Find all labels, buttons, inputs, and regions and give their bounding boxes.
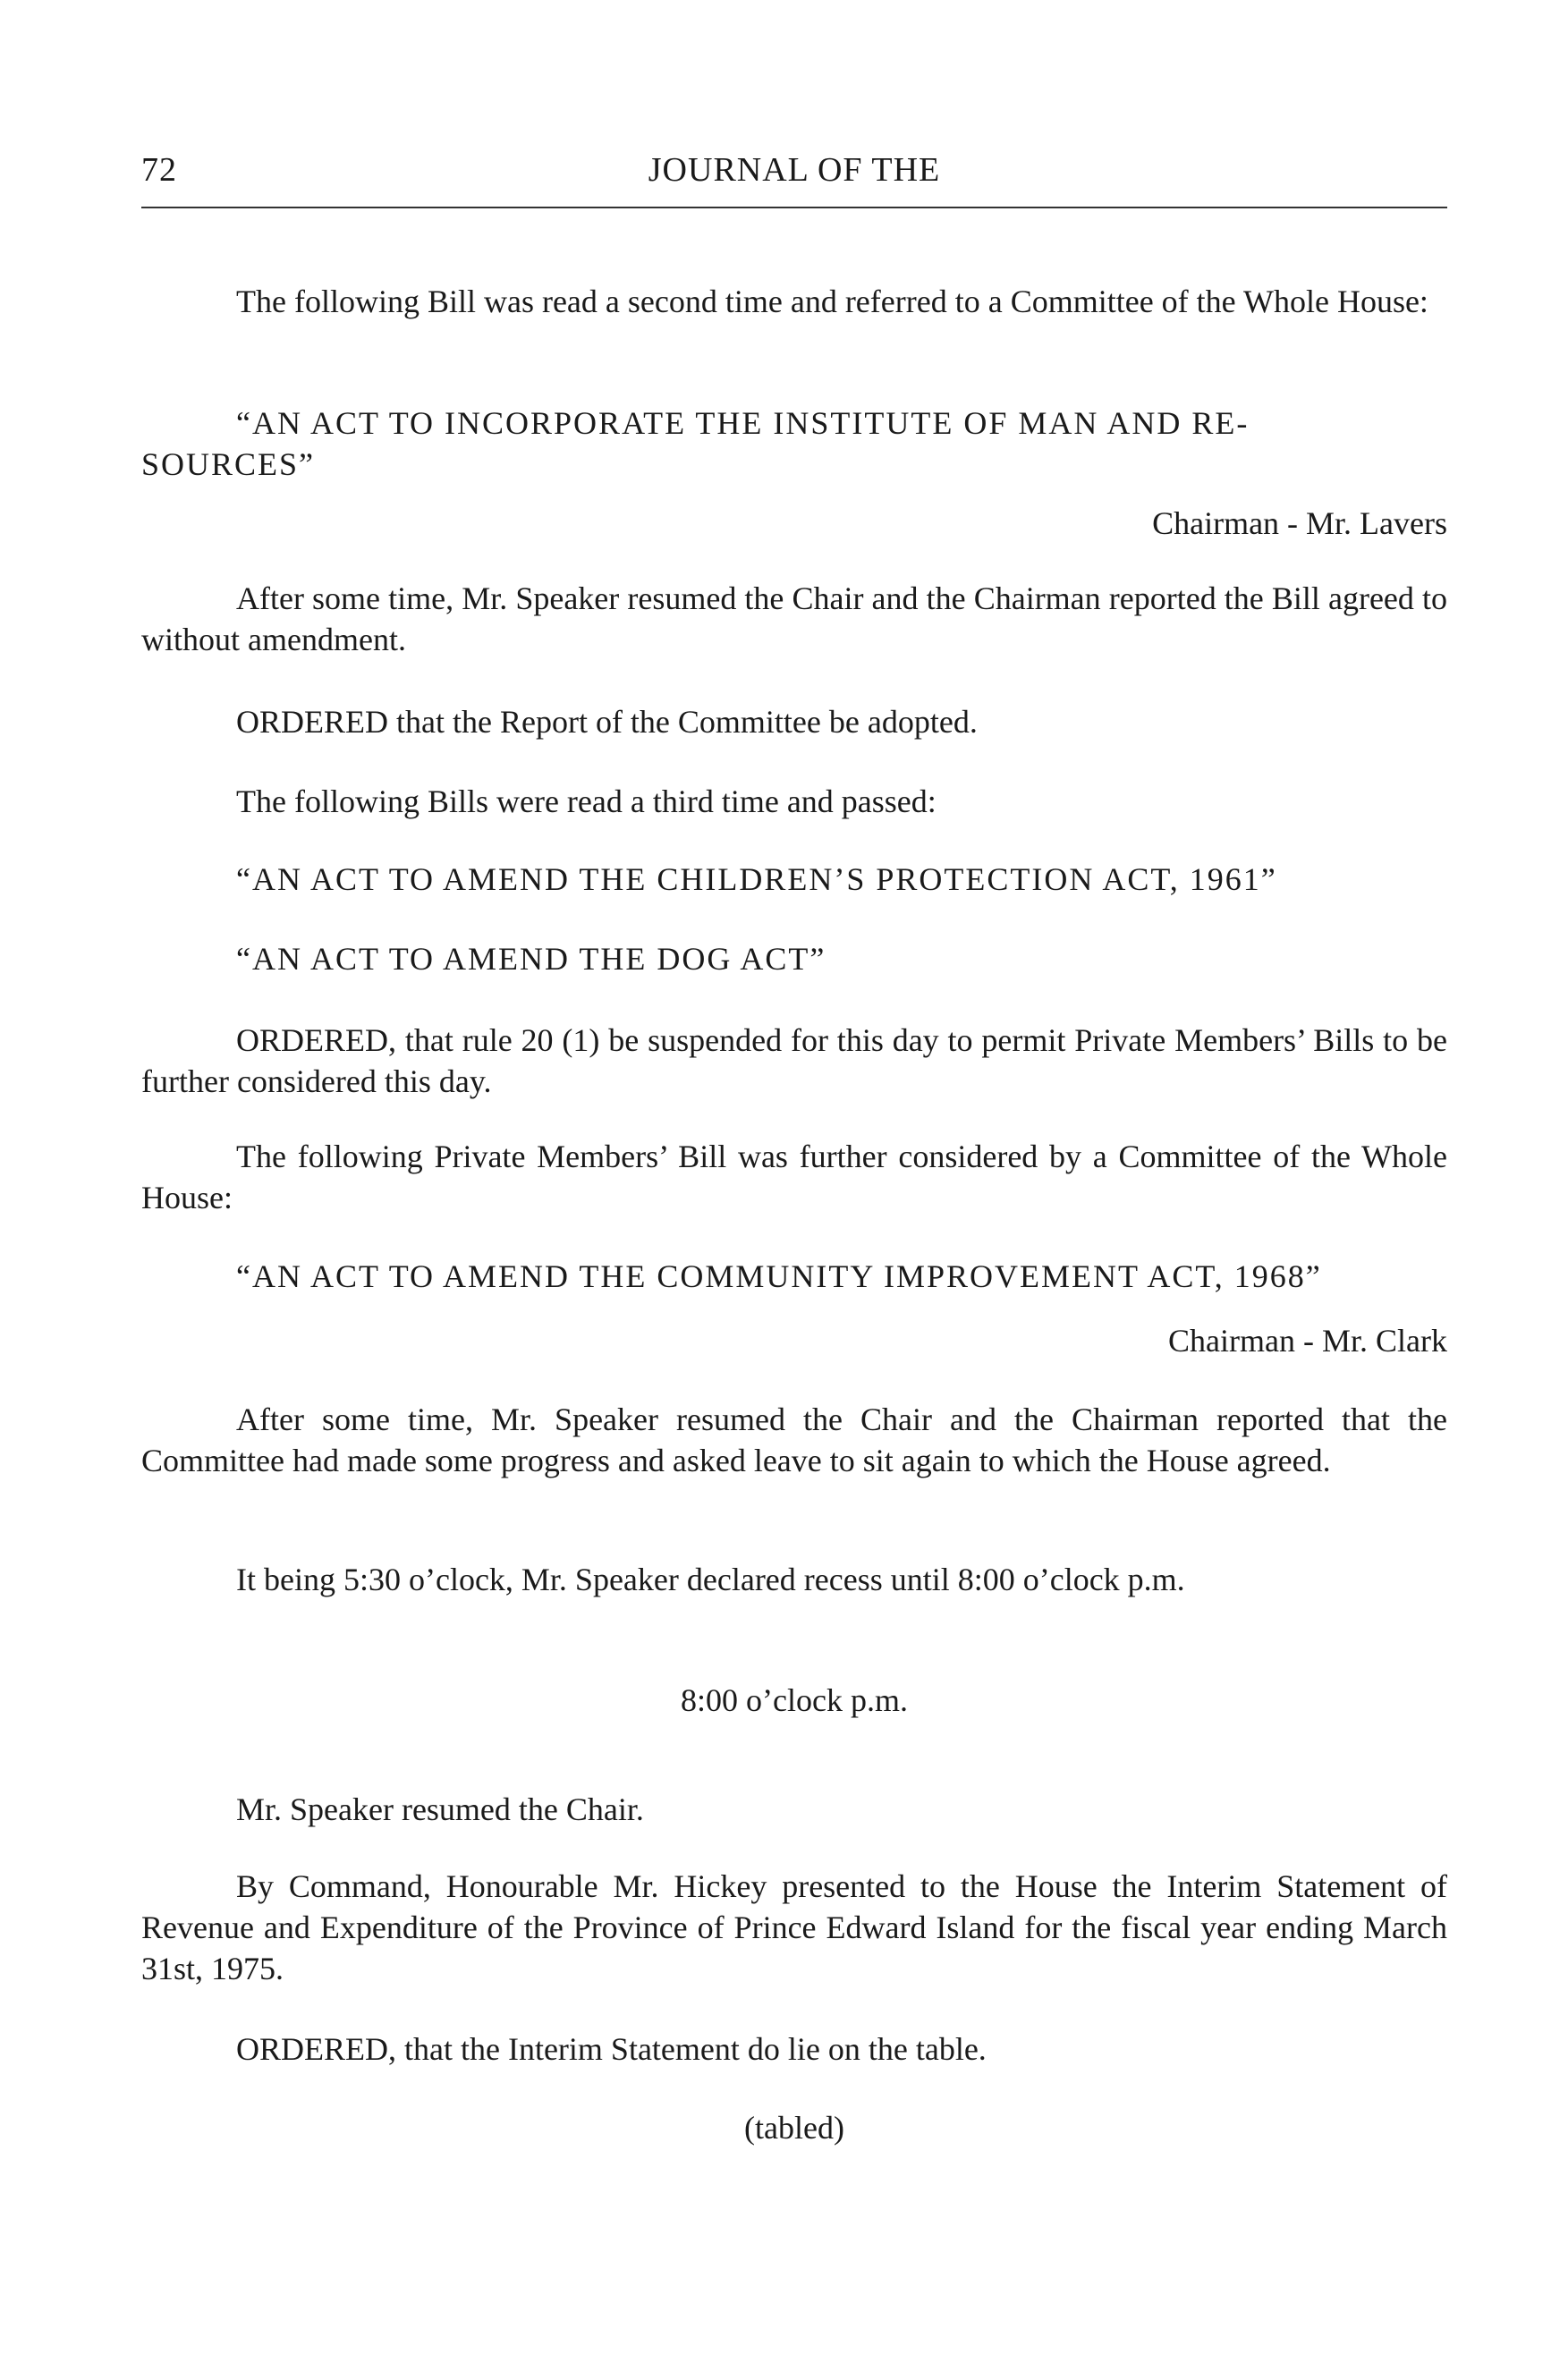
page-header (141, 150, 1447, 206)
paragraph-second-reading: The following Bill was read a second time and referred to a Committee of the Whole House: (236, 284, 1428, 319)
paragraph-report-without-amendment: After some time, Mr. Speaker resumed the Chair and the Chairman reported the Bill agreed to without amendment. (141, 580, 1447, 657)
paragraph-third-reading: The following Bills were read a third time and passed: (236, 783, 937, 819)
time-heading: 8:00 o’clock p.m. (681, 1682, 908, 1718)
chairman-lavers: Chairman - Mr. Lavers (1152, 505, 1447, 541)
tabled-note: (tabled) (744, 2110, 844, 2146)
paragraph-recess: It being 5:30 o’clock, Mr. Speaker declared recess until 8:00 o’clock p.m. (236, 1562, 1185, 1597)
paragraph-rule-suspended: ORDERED, that rule 20 (1) be suspended for this day to permit Private Members’ Bills to be further considered this day. (141, 1022, 1447, 1099)
paragraph-lie-on-table: ORDERED, that the Interim Statement do lie on the table. (236, 2031, 987, 2067)
bill-title-dog-act: “AN ACT TO AMEND THE DOG ACT” (236, 941, 826, 977)
paragraph-interim-statement: By Command, Honourable Mr. Hickey presented to the House the Interim Statement of Revenue and Expenditure of the Province of Prince Edward Island for the fiscal year ending March 31st, 1975. (141, 1868, 1447, 1986)
page-number: 72 (141, 151, 177, 189)
bill-title-institute-line2: SOURCES” (141, 446, 316, 482)
paragraph-progress-reported: After some time, Mr. Speaker resumed the Chair and the Chairman reported that the Committee had made some progress and asked leave to sit again to which the House agreed. (141, 1401, 1447, 1478)
paragraph-private-members-bill: The following Private Members’ Bill was further considered by a Committee of the Whole House: (141, 1139, 1447, 1215)
running-head: JOURNAL OF THE (648, 151, 941, 189)
bill-title-institute-line1: “AN ACT TO INCORPORATE THE INSTITUTE OF MAN AND RE- (236, 405, 1250, 441)
header-rule (141, 207, 1447, 208)
bill-title-community-improvement: “AN ACT TO AMEND THE COMMUNITY IMPROVEMENT ACT, 1968” (236, 1258, 1322, 1294)
paragraph-speaker-resumed: Mr. Speaker resumed the Chair. (236, 1791, 644, 1827)
bill-title-childrens-protection: “AN ACT TO AMEND THE CHILDREN’S PROTECTION ACT, 1961” (236, 861, 1277, 897)
paragraph-report-adopted: ORDERED that the Report of the Committee be adopted. (236, 704, 978, 740)
chairman-clark: Chairman - Mr. Clark (1168, 1323, 1447, 1359)
